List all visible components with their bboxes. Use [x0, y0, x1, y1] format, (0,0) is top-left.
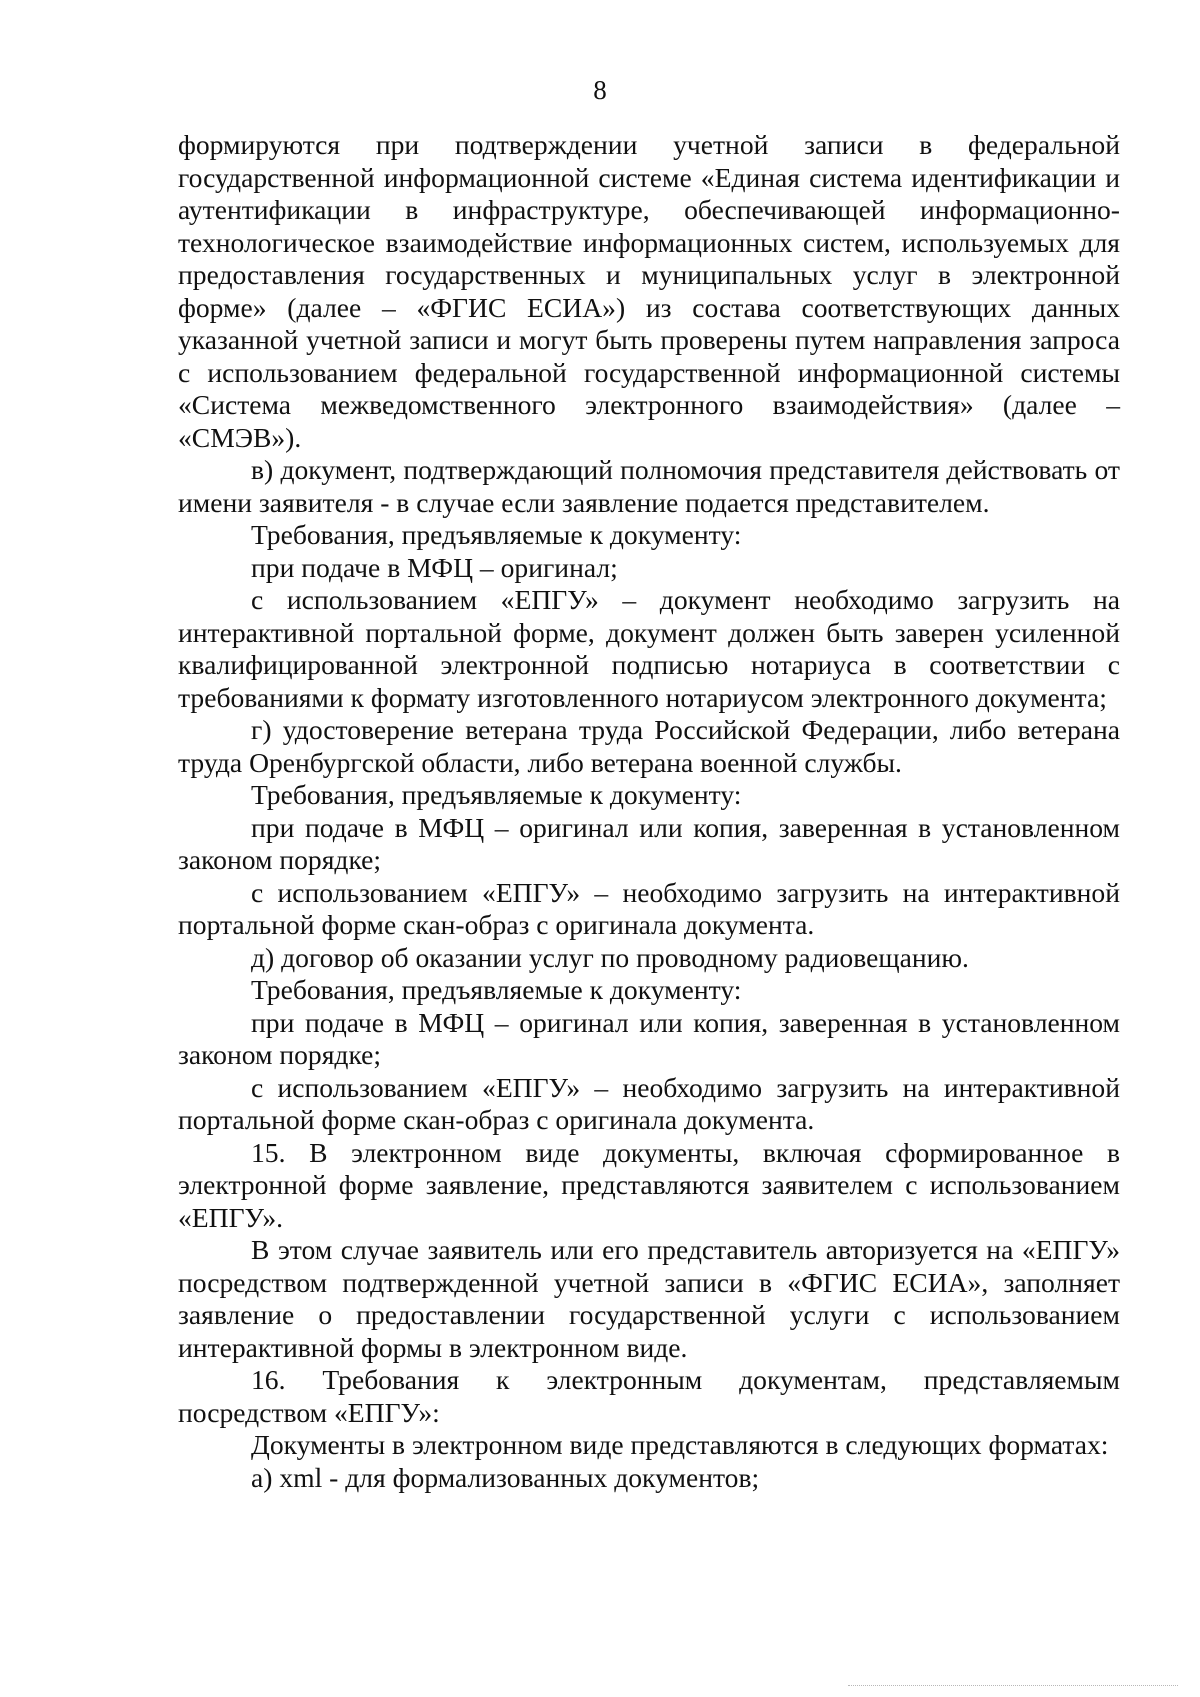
paragraph-section-15: 15. В электронном виде документы, включая сформированное в электронной форме заявление, представляются заявителем с использованием «ЕПГУ». — [178, 1136, 1120, 1233]
paragraph-epgu-notary: с использованием «ЕПГУ» – документ необходимо загрузить на интерактивной портальной форме, документ должен быть заверен усиленной квалифицированной электронной подписью нотариуса в соответствии с требованиями к формату изготовленного нотариусом электронного документа; — [178, 584, 1120, 713]
paragraph-mfc-original-or-copy: при подаче в МФЦ – оригинал или копия, заверенная в установленном законом порядке; — [178, 811, 1120, 875]
paragraph-epgu-scan: с использованием «ЕПГУ» – необходимо загрузить на интерактивной портальной форме скан-образ с оригинала документа. — [178, 1071, 1120, 1135]
paragraph-item-v: в) документ, подтверждающий полномочия представителя действовать от имени заявителя - в случае если заявление подается представителем. — [178, 454, 1120, 518]
paragraph-section-16: 16. Требования к электронным документам, представляемым посредством «ЕПГУ»: — [178, 1364, 1120, 1428]
paragraph-requirements-heading: Требования, предъявляемые к документу: — [251, 779, 742, 810]
scan-edge-mark — [848, 1685, 1178, 1688]
page-number: 8 — [593, 75, 607, 105]
document-body — [178, 129, 1120, 1494]
paragraph-format-xml: а) xml - для формализованных документов; — [251, 1461, 760, 1493]
paragraph-authorization: В этом случае заявитель или его представитель авторизуется на «ЕПГУ» посредством подтвержденной учетной записи в «ФГИС ЕСИА», заполняет заявление о предоставлении государственной услуги с использованием интерактивной формы в электронном виде. — [178, 1234, 1120, 1363]
paragraph-epgu-scan: с использованием «ЕПГУ» – необходимо загрузить на интерактивной портальной форме скан-образ с оригинала документа. — [178, 876, 1120, 940]
paragraph-item-g: г) удостоверение ветерана труда Российской Федерации, либо ветерана труда Оренбургской области, либо ветерана военной службы. — [178, 714, 1120, 778]
paragraph-mfc-original: при подаче в МФЦ – оригинал; — [251, 551, 618, 583]
paragraph-esia-continuation: формируются при подтверждении учетной записи в федеральной государственной информационной системе «Единая система идентификации и аутентификации в инфраструктуре, обеспечивающей информационно-технологическое взаимодействие информационных систем, используемых для предоставления государственных и муниципальных услуг в электронной форме» (далее – «ФГИС ЕСИА») из состава соответствующих данных указанной учетной записи и могут быть проверены путем направления запроса с использованием федеральной государственной информационной системы «Система межведомственного электронного взаимодействия» (далее – «СМЭВ»). — [178, 129, 1120, 453]
paragraph-formats-intro: Документы в электронном виде представляются в следующих форматах: — [251, 1429, 1109, 1460]
paragraph-requirements-heading: Требования, предъявляемые к документу: — [251, 519, 742, 550]
paragraph-item-d: д) договор об оказании услуг по проводному радиовещанию. — [251, 941, 969, 973]
paragraph-requirements-heading: Требования, предъявляемые к документу: — [251, 974, 742, 1005]
paragraph-mfc-original-or-copy: при подаче в МФЦ – оригинал или копия, заверенная в установленном законом порядке; — [178, 1006, 1120, 1070]
